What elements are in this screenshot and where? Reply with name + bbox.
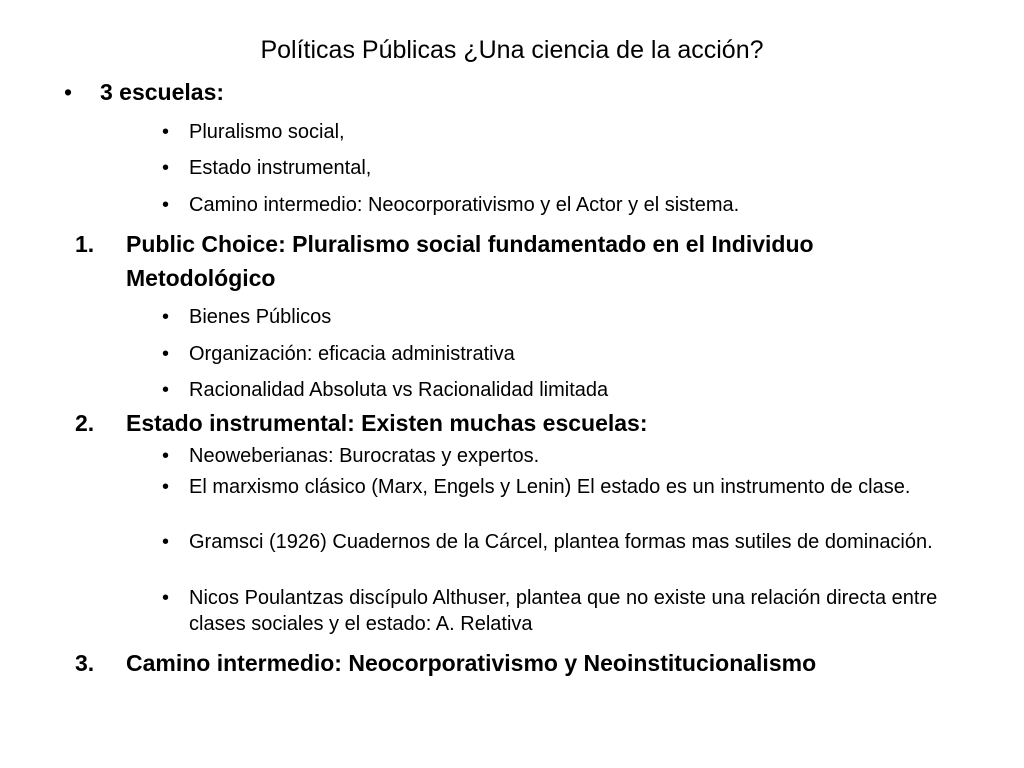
point-number: 3.	[75, 650, 95, 676]
list-item-text: Racionalidad Absoluta vs Racionalidad limitada	[189, 379, 609, 401]
list-item	[162, 155, 372, 181]
list-item	[162, 443, 540, 469]
bullet-icon: •	[162, 157, 170, 179]
slide-title: Políticas Públicas ¿Una ciencia de la acción?	[260, 36, 764, 64]
list-item-text: Gramsci (1926) Cuadernos de la Cárcel, plantea formas mas sutiles de dominación.	[189, 531, 933, 553]
list-item	[162, 119, 345, 145]
bullet-icon: •	[162, 587, 170, 609]
list-item	[162, 192, 740, 218]
bullet-icon: •	[162, 531, 170, 553]
bullet-icon: •	[162, 379, 170, 401]
bullet-icon: •	[64, 79, 73, 105]
list-item	[162, 341, 515, 367]
point-heading: Public Choice: Pluralismo social fundamentado en el Individuo Metodológico	[126, 231, 814, 291]
schools-heading	[64, 75, 225, 109]
list-item-text: Estado instrumental,	[189, 157, 372, 179]
bullet-icon: •	[162, 476, 170, 498]
point-number: 2.	[75, 410, 95, 436]
list-item-text: Organización: eficacia administrativa	[189, 343, 515, 365]
list-item	[162, 377, 609, 403]
list-item-text: Camino intermedio: Neocorporativismo y el Actor y el sistema.	[189, 194, 740, 216]
numbered-point-1	[75, 227, 906, 295]
list-item-text: Neoweberianas: Burocratas y expertos.	[189, 445, 540, 467]
list-item	[162, 529, 989, 555]
list-item	[162, 585, 989, 637]
list-item-text: El marxismo clásico (Marx, Engels y Lenin) El estado es un instrumento de clase.	[189, 476, 911, 498]
bullet-icon: •	[162, 445, 170, 467]
list-item-text: Nicos Poulantzas discípulo Althuser, plantea que no existe una relación directa entre clases sociales y el estado: A. Relativa	[189, 587, 938, 635]
point-heading: Camino intermedio: Neocorporativismo y Neoinstitucionalismo	[126, 650, 817, 676]
list-item-text: Pluralismo social,	[189, 121, 345, 143]
list-item	[162, 304, 332, 330]
numbered-point-3	[75, 646, 817, 680]
list-item-text: Bienes Públicos	[189, 306, 332, 328]
schools-label: 3 escuelas:	[100, 79, 225, 105]
bullet-icon: •	[162, 306, 170, 328]
bullet-icon: •	[162, 194, 170, 216]
bullet-icon: •	[162, 121, 170, 143]
point-heading: Estado instrumental: Existen muchas escuelas:	[126, 410, 648, 436]
list-item	[162, 474, 989, 500]
bullet-icon: •	[162, 343, 170, 365]
numbered-point-2	[75, 406, 648, 440]
point-number: 1.	[75, 231, 95, 257]
